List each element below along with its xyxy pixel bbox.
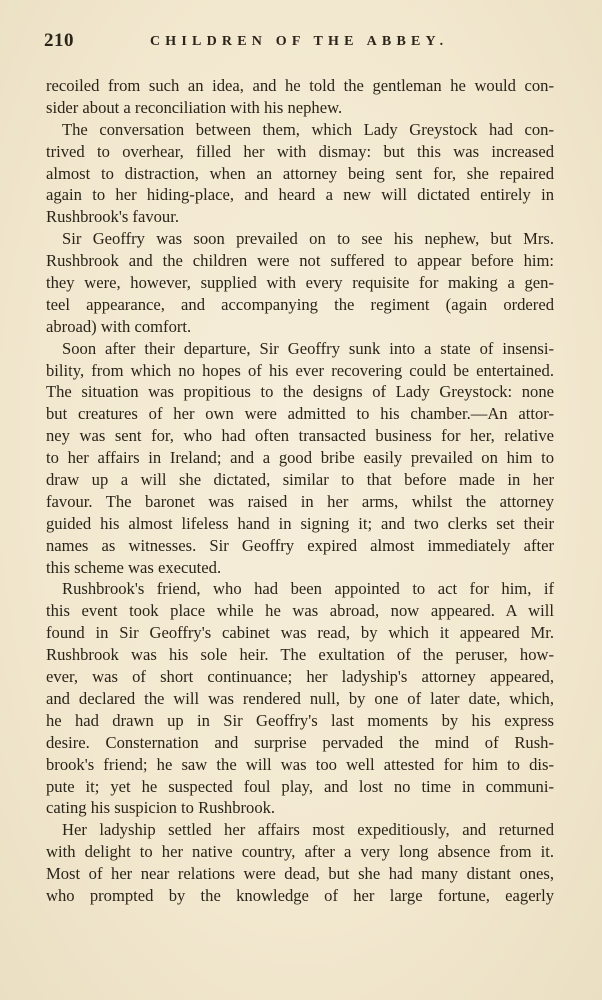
text-line: draw up a will she dictated, similar to that before made in her xyxy=(46,470,554,490)
text-line: desire. Consternation and surprise pervaded the mind of Rush- xyxy=(46,732,554,752)
text-line: he had drawn up in Sir Geoffry's last moments by his express xyxy=(46,710,554,730)
text-line: they were, however, supplied with every requisite for making a gen- xyxy=(46,273,554,293)
text-line: this scheme was executed. xyxy=(46,557,222,577)
text-line: guided his almost lifeless hand in signing it; and two clerks set their xyxy=(46,513,554,533)
text-line: teel appearance, and accompanying the regiment (again ordered xyxy=(46,294,554,314)
text-line: with delight to her native country, after a very long absence from it. xyxy=(46,842,554,862)
text-line: found in Sir Geoffry's cabinet was read, by which it appeared Mr. xyxy=(46,623,554,643)
text-line: Her ladyship settled her affairs most expeditiously, and returned xyxy=(62,820,554,840)
running-title: CHILDREN OF THE ABBEY. xyxy=(150,34,449,49)
text-line: recoiled from such an idea, and he told the gentleman he would con- xyxy=(46,76,554,95)
text-line: pute it; yet he suspected foul play, and lost no time in communi- xyxy=(46,776,554,796)
text-line: and declared the will was rendered null, by one of later date, which, xyxy=(46,688,554,708)
text-line: cating his suspicion to Rushbrook. xyxy=(46,798,276,818)
text-line: Rushbrook and the children were not suffered to appear before him: xyxy=(46,251,554,271)
text-line: Rushbrook was his sole heir. The exultation of the peruser, how- xyxy=(46,645,554,665)
text-line: ever, was of short continuance; her ladyship's attorney appeared, xyxy=(46,667,554,687)
text-line: Rushbrook's favour. xyxy=(46,207,179,227)
text-line: this event took place while he was abroad, now appeared. A will xyxy=(46,601,554,621)
text-line: who prompted by the knowledge of her large fortune, eagerly xyxy=(46,885,554,905)
text-line: names as witnesses. Sir Geoffry expired almost immediately after xyxy=(46,535,554,555)
text-line: bility, from which no hopes of his ever recovering could be entertained. xyxy=(46,360,554,380)
text-line: ney was sent for, who had often transacted business for her, relative xyxy=(46,426,554,446)
text-line: Most of her near relations were dead, but she had many distant ones, xyxy=(46,864,554,884)
text-line: brook's friend; he saw the will was too well attested for him to dis- xyxy=(46,754,554,774)
text-line: again to her hiding-place, and heard a new will dictated entirely in xyxy=(46,185,554,205)
text-line: almost to distraction, when an attorney being sent for, she repaired xyxy=(46,163,554,183)
text-line: favour. The baronet was raised in her arms, whilst the attorney xyxy=(46,491,554,511)
text-line: Rushbrook's friend, who had been appointed to act for him, if xyxy=(62,579,554,599)
text-line: trived to overhear, filled her with dismay: but this was increased xyxy=(46,141,554,161)
text-line: abroad) with comfort. xyxy=(46,316,192,336)
text-line: The conversation between them, which Lady Greystock had con- xyxy=(62,119,554,139)
text-line: Soon after their departure, Sir Geoffry sunk into a state of insensi- xyxy=(62,338,554,358)
text-line: sider about a reconciliation with his nephew. xyxy=(46,97,343,117)
text-line: to her affairs in Ireland; and a good bribe easily prevailed on him to xyxy=(46,448,554,468)
text-line: The situation was propitious to the designs of Lady Greystock: none xyxy=(46,382,554,402)
body-text xyxy=(46,75,554,907)
running-head xyxy=(44,30,556,54)
text-line: but creatures of her own were admitted to his chamber.—An attor- xyxy=(46,404,554,424)
text-line: Sir Geoffry was soon prevailed on to see his nephew, but Mrs. xyxy=(62,229,554,249)
page-number: 210 xyxy=(44,30,74,51)
